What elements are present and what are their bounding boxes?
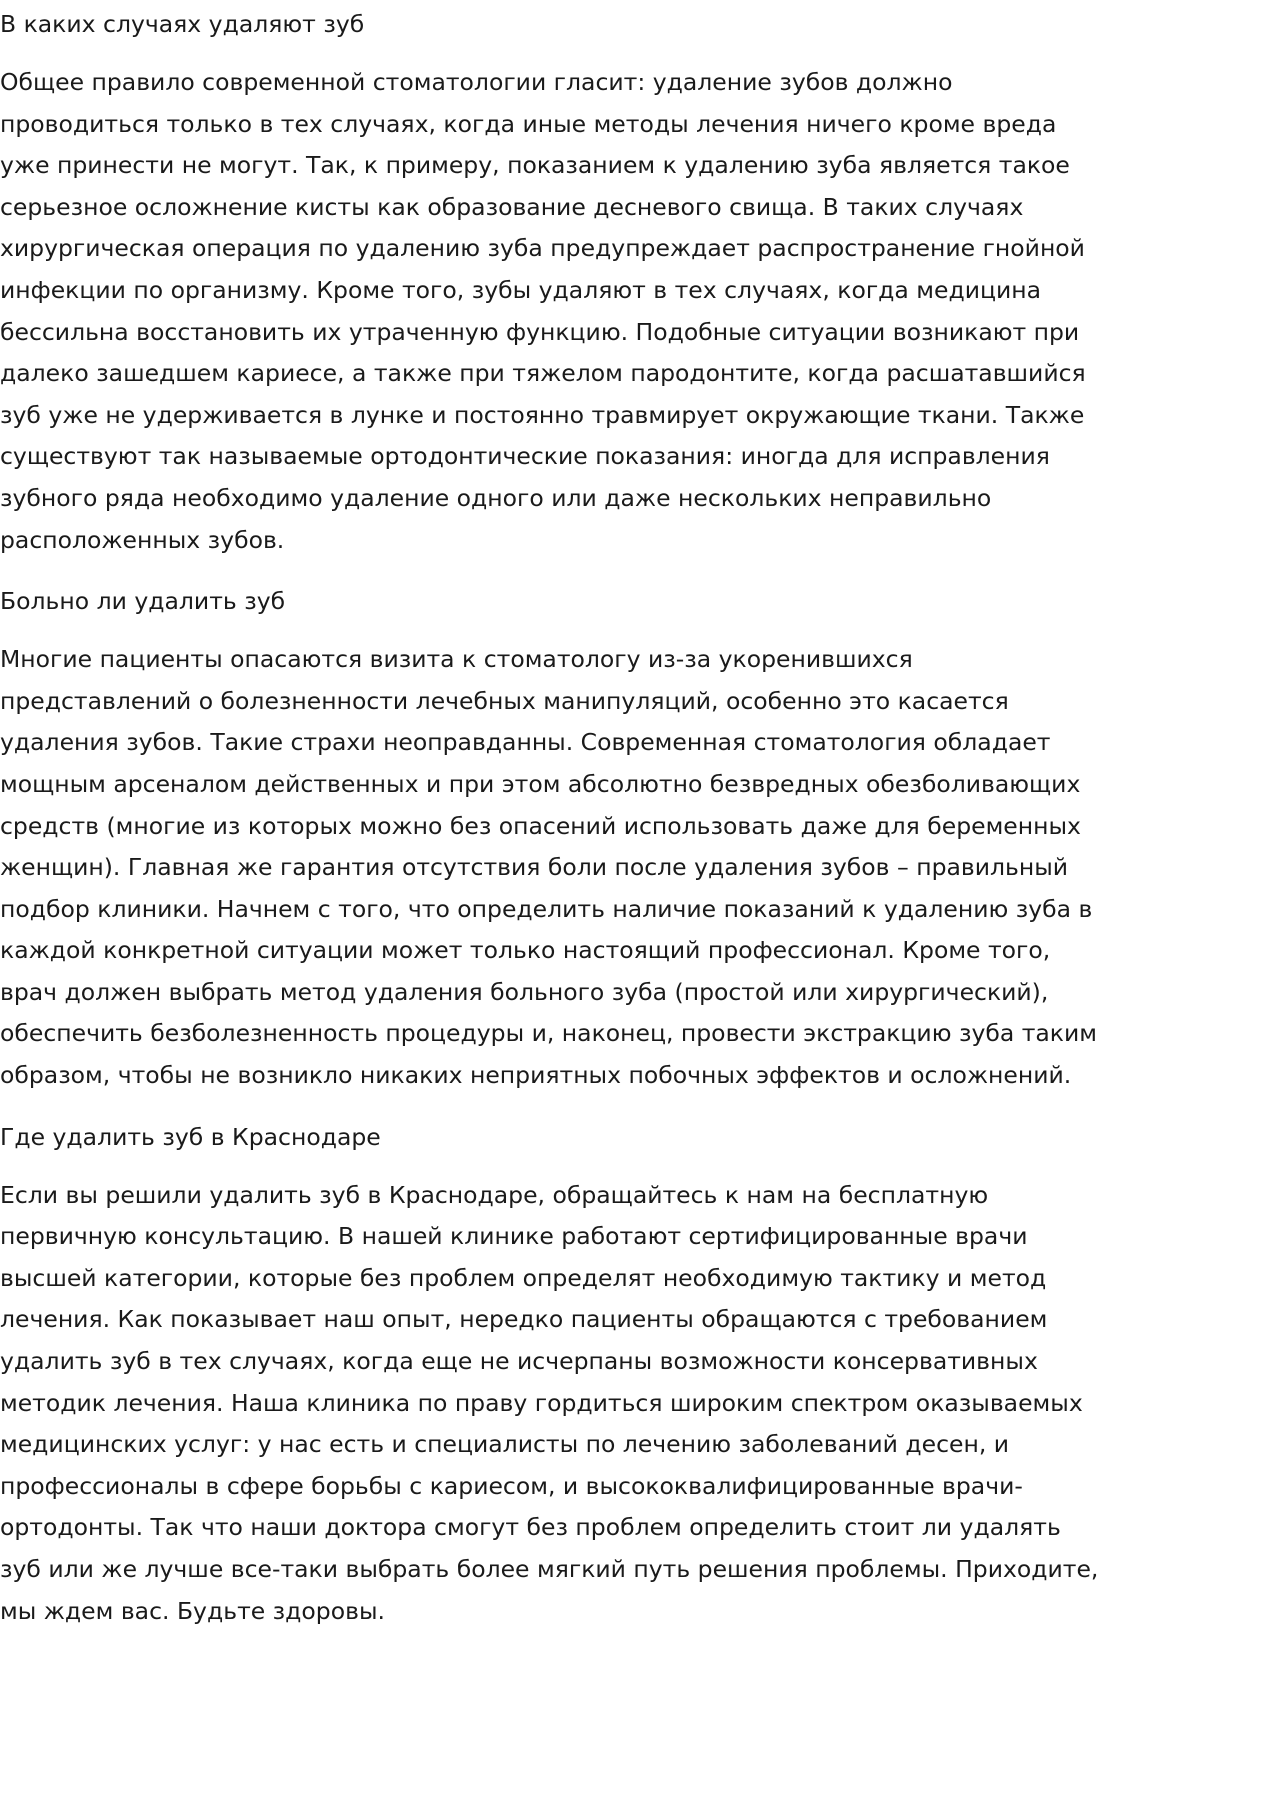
section-paragraph-is-it-painful: Многие пациенты опасаются визита к стоматологу из-за укоренившихся представлений о болезненности лечебных манипуляций, особенно это касается удаления зубов. Такие страхи неоправданны. Современная стоматология обладает мощным арсеналом действенных и при этом абсолютно безвредных обезболивающих средств (многие из которых можно без опасений использовать даже для беременных женщин). Главная же гарантия отсутствия боли после удаления зубов – правильный подбор клиники. Начнем с того, что определить наличие показаний к удалению зуба в каждой конкретной ситуации может только настоящий профессионал. Кроме того, врач должен выбрать метод удаления больного зуба (простой или хирургический), обеспечить безболезненность процедуры и, наконец, провести экстракцию зуба таким образом, чтобы не возникло никаких неприятных побочных эффектов и осложнений. <box>0 645 1098 1090</box>
section-paragraph-extraction-cases: Общее правило современной стоматологии гласит: удаление зубов должно проводиться только в тех случаях, когда иные методы лечения ничего кроме вреда уже принести не могут. Так, к примеру, показанием к удалению зуба является такое серьезное осложнение кисты как образование десневого свища. В таких случаях хирургическая операция по удалению зуба предупреждает распространение гнойной инфекции по организму. Кроме того, зубы удаляют в тех случаях, когда медицина бессильна восстановить их утраченную функцию. Подобные ситуации возникают при далеко зашедшем кариесе, а также при тяжелом пародонтите, когда расшатавшийся зуб уже не удерживается в лунке и постоянно травмирует окружающие ткани. Также существуют так называемые ортодонтические показания: иногда для исправления зубного ряда необходимо удаление одного или даже нескольких неправильно расположенных зубов. <box>0 68 1086 554</box>
section-heading-extraction-cases: В каких случаях удаляют зуб <box>0 10 365 38</box>
section-heading-is-it-painful: Больно ли удалить зуб <box>0 587 286 616</box>
section-paragraph-where-in-krasnodar: Если вы решили удалить зуб в Краснодаре, обращайтесь к нам на бесплатную первичную консультацию. В нашей клинике работают сертифицированные врачи высшей категории, которые без проблем определят необходимую тактику и метод лечения. Как показывает наш опыт, нередко пациенты обращаются с требованием удалить зуб в тех случаях, когда еще не исчерпаны возможности консервативных методик лечения. Наша клиника по праву гордиться широким спектром оказываемых медицинских услуг: у нас есть и специалисты по лечению заболеваний десен, и профессионалы в сфере борьбы с кариесом, и высококвалифицированные врачи-ортодонты. Так что наши доктора смогут без проблем определить стоит ли удалять зуб или же лучше все-таки выбрать более мягкий путь решения проблемы. Приходите, мы ждем вас. Будьте здоровы. <box>0 1180 1099 1625</box>
section-heading-where-in-krasnodar: Где удалить зуб в Краснодаре <box>0 1122 381 1151</box>
